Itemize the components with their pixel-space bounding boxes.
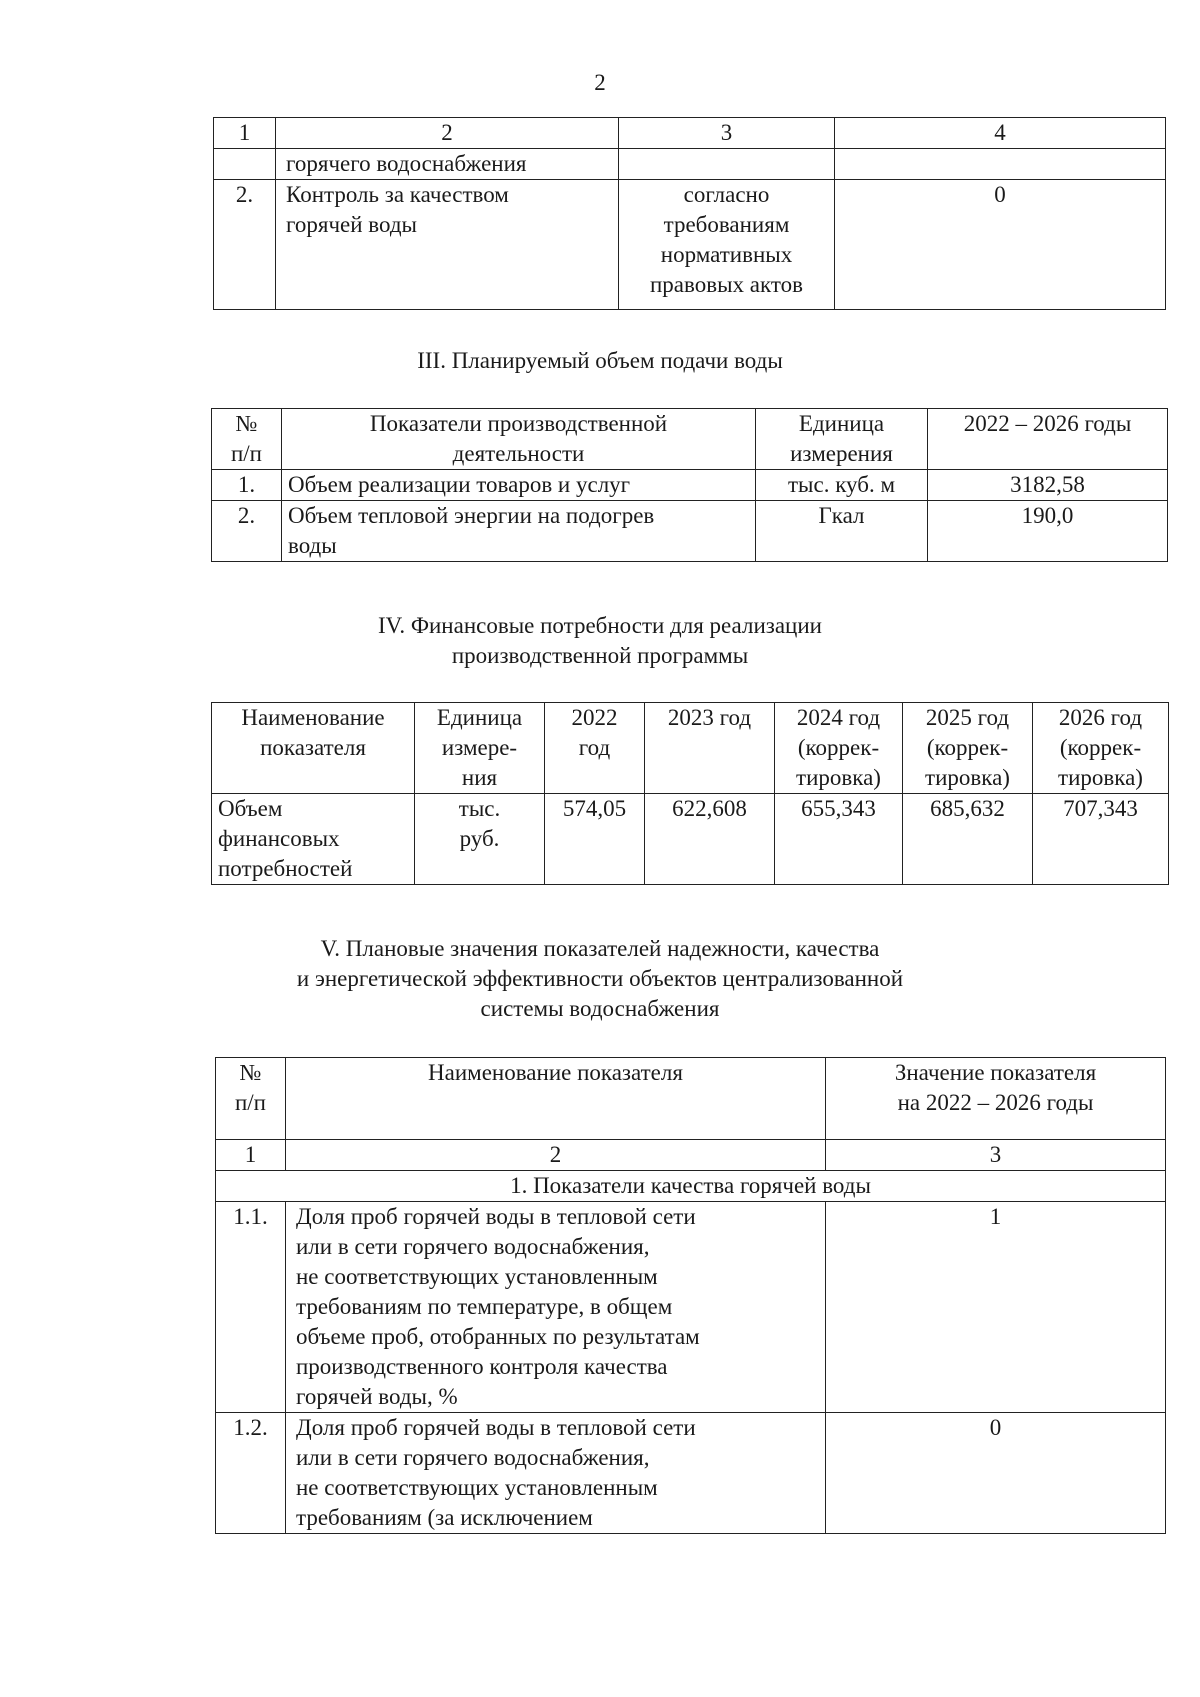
table-row — [212, 470, 1168, 501]
row-name: Контроль за качеством горячей воды — [276, 180, 619, 310]
table-row — [214, 149, 1166, 180]
row-value-2026: 707,343 — [1033, 794, 1169, 885]
header-unit: Единица измере- ния — [415, 703, 545, 794]
header-year-2023: 2023 год — [645, 703, 775, 794]
table-row — [216, 1202, 1166, 1413]
row-text: Доля проб горячей воды в тепловой сети или в сети горячего водоснабжения, не соответствующих установленным требованиям по температуре, в общем объеме проб, отобранных по результатам производственного контроля качества горячей воды, % — [286, 1202, 826, 1413]
row-value-2023: 622,608 — [645, 794, 775, 885]
row-number: 1. — [212, 470, 282, 501]
section-title: III. Планируемый объем подачи воды — [417, 348, 783, 373]
row-unit: Гкал — [756, 501, 928, 562]
header-indicator: Наименование показателя — [286, 1058, 826, 1140]
header-period: 2022 – 2026 годы — [928, 409, 1168, 470]
table-financial-needs — [211, 702, 1169, 885]
table-column-numbers — [216, 1140, 1166, 1171]
table-row — [212, 794, 1169, 885]
header-year-2026: 2026 год (коррек- тировка) — [1033, 703, 1169, 794]
row-unit: тыс. руб. — [415, 794, 545, 885]
header-num: № п/п — [216, 1058, 286, 1140]
row-unit: тыс. куб. м — [756, 470, 928, 501]
row-basis: согласно требованиям нормативных правовых актов — [619, 180, 835, 310]
row-name: Объем реализации товаров и услуг — [282, 470, 756, 501]
table-water-supply — [211, 408, 1168, 562]
header-indicator: Показатели производственной деятельности — [282, 409, 756, 470]
column-number: 3 — [826, 1140, 1166, 1171]
section-title: V. Плановые значения показателей надежности, качества и энергетической эффективности объектов централизованной системы водоснабжения — [296, 936, 904, 1021]
header-year-2024: 2024 год (коррек- тировка) — [775, 703, 903, 794]
table-header-row — [212, 703, 1169, 794]
row-value: 1 — [826, 1202, 1166, 1413]
row-value-2022: 574,05 — [545, 794, 645, 885]
group-title: 1. Показатели качества горячей воды — [216, 1171, 1166, 1202]
header-value: Значение показателя на 2022 – 2026 годы — [826, 1058, 1166, 1140]
row-value-2024: 655,343 — [775, 794, 903, 885]
header-num: № п/п — [212, 409, 282, 470]
row-name: Объем финансовых потребностей — [212, 794, 415, 885]
header-year-2022: 2022 год — [545, 703, 645, 794]
table-header-row — [216, 1058, 1166, 1140]
table-row — [214, 180, 1166, 310]
table-header-row — [212, 409, 1168, 470]
row-name: Объем тепловой энергии на подогрев воды — [282, 501, 756, 562]
table-group-row — [216, 1171, 1166, 1202]
row-value: 3182,58 — [928, 470, 1168, 501]
column-number: 3 — [619, 118, 835, 149]
table-indicators — [215, 1057, 1166, 1534]
table-row — [212, 501, 1168, 562]
column-number: 1 — [216, 1140, 286, 1171]
table-continuation — [213, 117, 1166, 310]
table-header-row — [214, 118, 1166, 149]
header-unit: Единица измерения — [756, 409, 928, 470]
row-name-continuation: горячего водоснабжения — [276, 149, 619, 180]
row-value: 0 — [835, 180, 1166, 310]
column-number: 1 — [214, 118, 276, 149]
header-indicator: Наименование показателя — [212, 703, 415, 794]
table-row — [216, 1413, 1166, 1534]
row-number: 2. — [214, 180, 276, 310]
row-value: 0 — [826, 1413, 1166, 1534]
row-value-2025: 685,632 — [903, 794, 1033, 885]
header-year-2025: 2025 год (коррек- тировка) — [903, 703, 1033, 794]
row-text: Доля проб горячей воды в тепловой сети или в сети горячего водоснабжения, не соответствующих установленным требованиям (за исключением — [286, 1413, 826, 1534]
row-number: 2. — [212, 501, 282, 562]
column-number: 2 — [276, 118, 619, 149]
row-number: 1.2. — [216, 1413, 286, 1534]
row-value: 190,0 — [928, 501, 1168, 562]
section-title: IV. Финансовые потребности для реализации производственной программы — [378, 613, 822, 668]
column-number: 4 — [835, 118, 1166, 149]
row-number: 1.1. — [216, 1202, 286, 1413]
page-number: 2 — [594, 70, 606, 95]
column-number: 2 — [286, 1140, 826, 1171]
